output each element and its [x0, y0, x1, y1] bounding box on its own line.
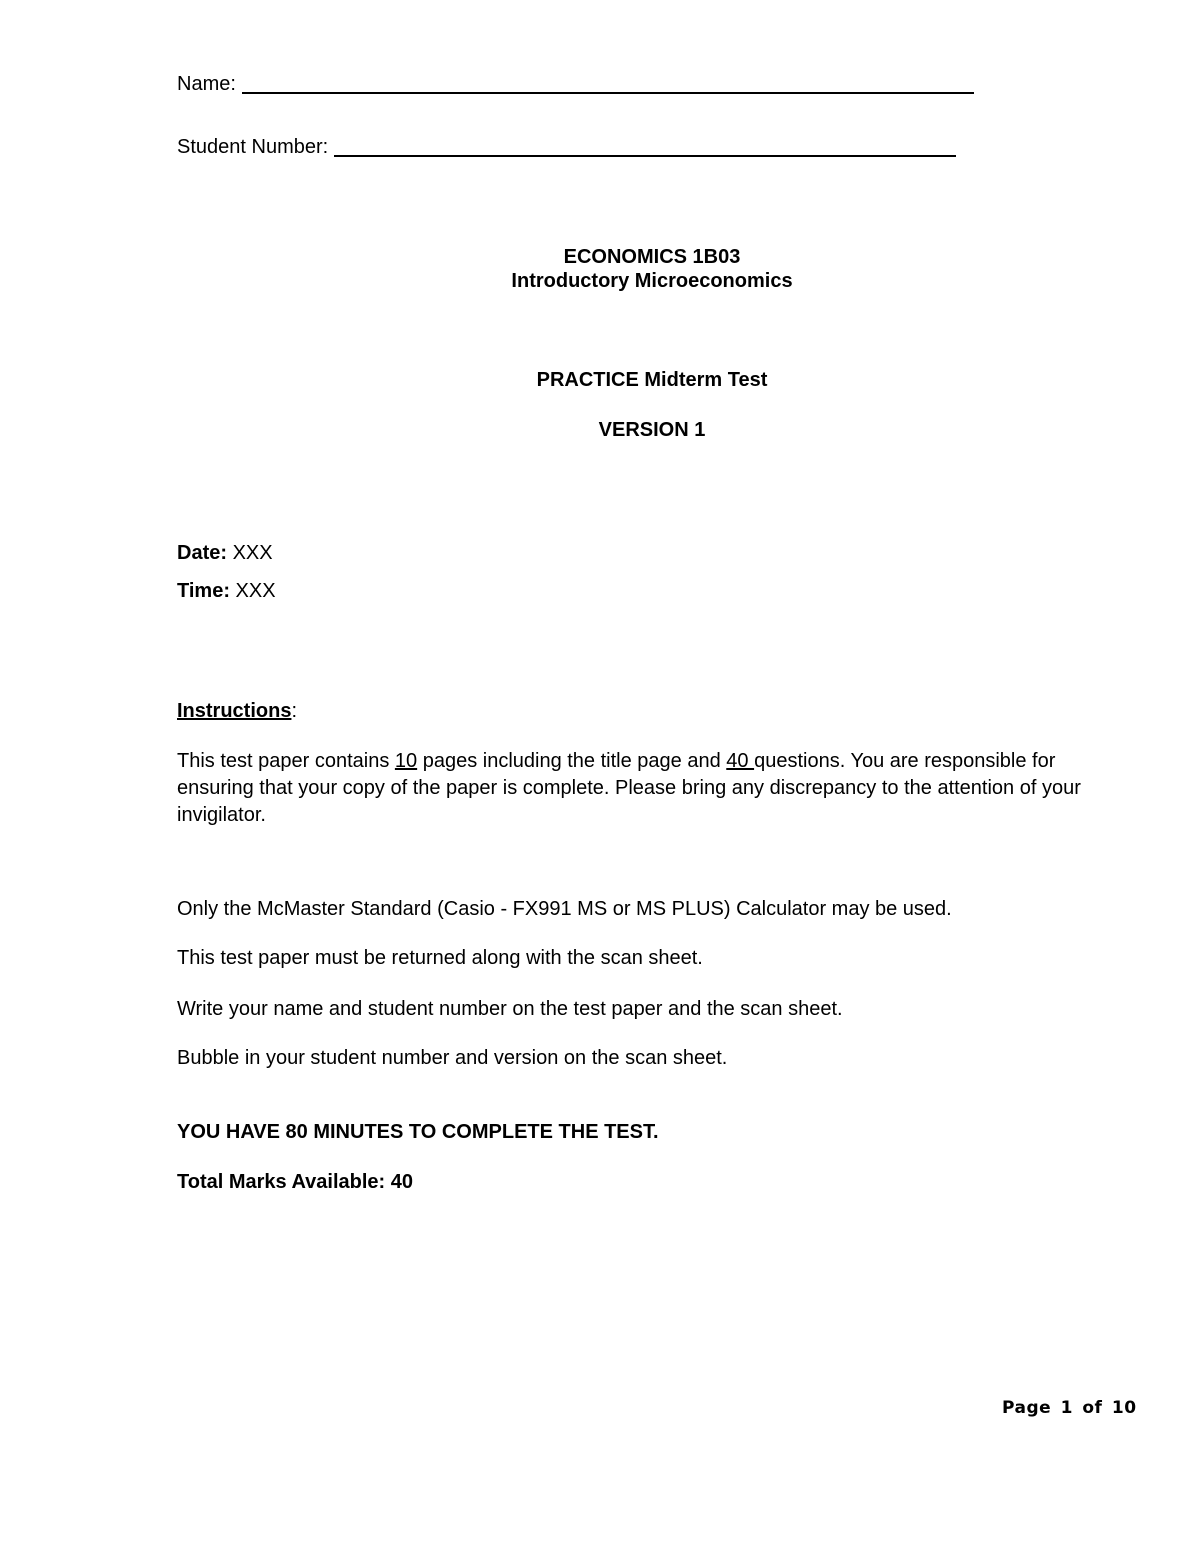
intro-text-part1: This test paper contains: [177, 750, 395, 772]
intro-text-part3: questions. You are responsible for ensuring that your copy of the paper is complete. Please bring any discrepancy to the attention of your invigilator.: [177, 750, 1081, 826]
student-number-blank-line[interactable]: [334, 137, 956, 157]
total-marks-notice: Total Marks Available: 40: [177, 1171, 414, 1193]
page-total: 10: [1111, 1398, 1137, 1418]
student-number-field-row: [177, 137, 956, 157]
instruction-calculator: Only the McMaster Standard (Casio - FX991 MS or MS PLUS) Calculator may be used.: [177, 898, 952, 920]
instructions-heading-text: Instructions: [177, 700, 292, 722]
intro-page-count: 10: [394, 750, 418, 772]
time-label: Time:: [177, 580, 230, 602]
time-value: XXX: [229, 580, 276, 602]
test-title: PRACTICE Midterm Test: [536, 369, 768, 391]
intro-question-count: 40: [726, 750, 755, 772]
instructions-intro-paragraph: [177, 748, 1137, 829]
name-field-row: [177, 74, 974, 94]
course-name: Introductory Microeconomics: [511, 270, 793, 292]
instructions-heading: [177, 701, 297, 721]
date-line: [177, 543, 273, 563]
intro-text-part2: pages including the title page and: [417, 750, 727, 772]
instruction-bubble-number: Bubble in your student number and version on the scan sheet.: [177, 1047, 728, 1069]
name-blank-line[interactable]: [242, 74, 974, 94]
of-label: of: [1082, 1398, 1103, 1418]
page-current: 1: [1060, 1398, 1073, 1418]
instruction-return-paper: This test paper must be returned along with the scan sheet.: [177, 947, 703, 969]
time-line: [177, 581, 276, 601]
page-label: Page: [1002, 1398, 1052, 1418]
time-limit-notice: YOU HAVE 80 MINUTES TO COMPLETE THE TEST.: [177, 1121, 659, 1143]
date-label: Date:: [177, 542, 228, 564]
version-label: VERSION 1: [598, 419, 706, 441]
date-value: XXX: [227, 542, 273, 564]
name-label: Name:: [177, 73, 236, 95]
student-number-label: Student Number:: [177, 136, 329, 158]
course-code: ECONOMICS 1B03: [563, 246, 741, 268]
instructions-heading-colon: :: [291, 700, 298, 722]
page-number-footer: [1002, 1400, 1137, 1417]
instruction-write-name: Write your name and student number on the test paper and the scan sheet.: [177, 998, 843, 1020]
